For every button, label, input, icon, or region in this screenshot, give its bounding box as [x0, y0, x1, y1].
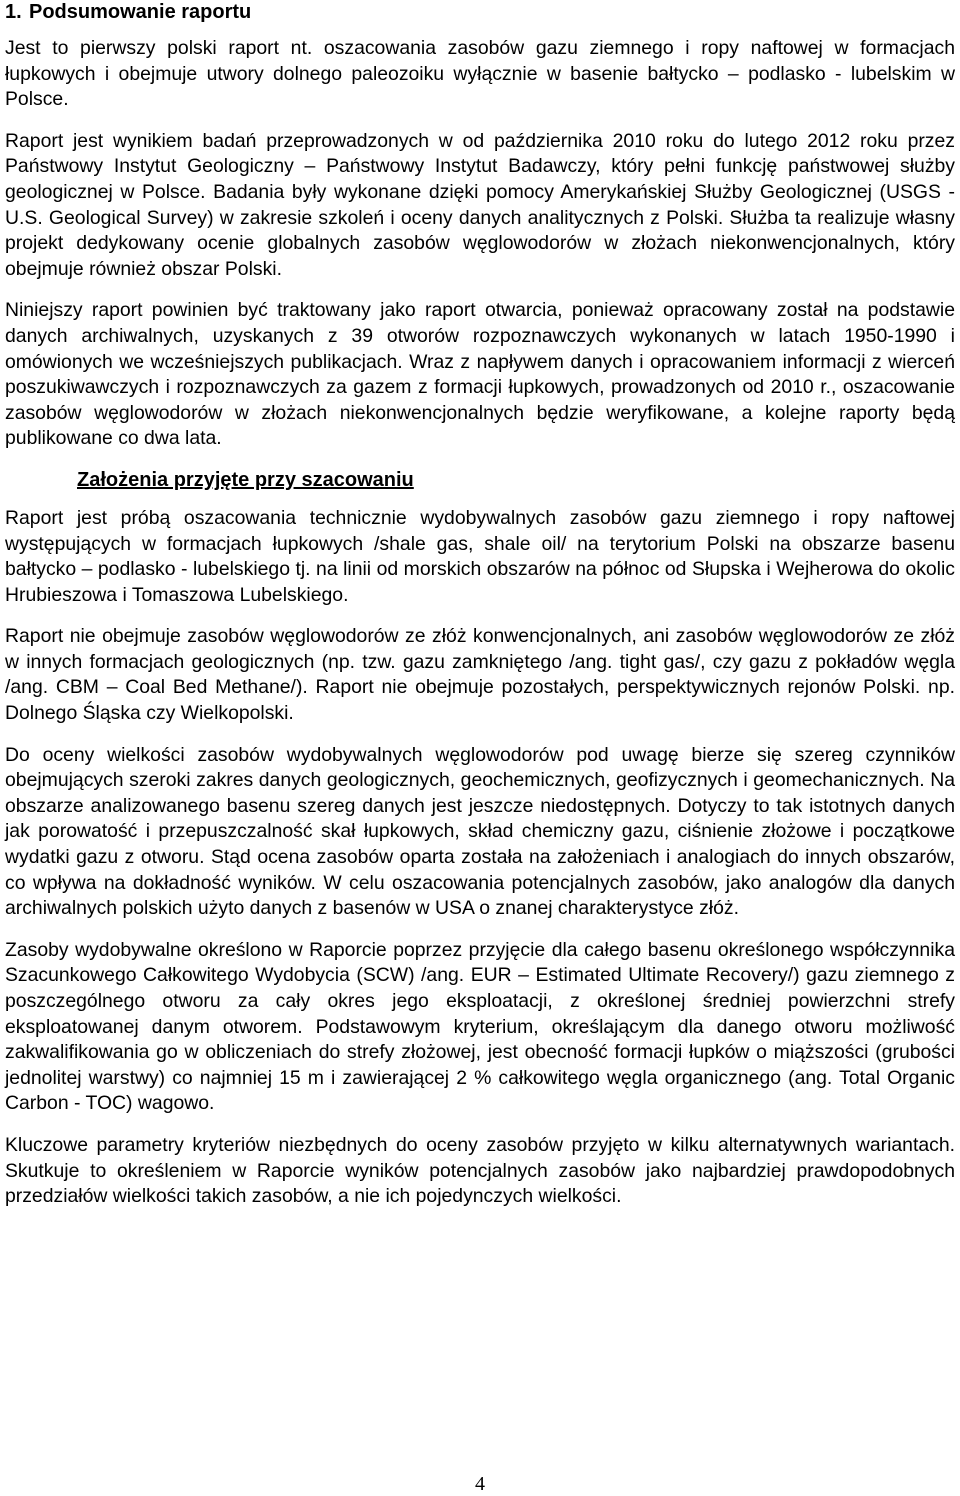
section-title: Podsumowanie raportu [29, 1, 252, 23]
paragraph-assumptions-2: Raport nie obejmuje zasobów węglowodorów ze złóż konwencjonalnych, ani zasobów węglowodorów ze złóż w innych formacjach geologicznych (np. tzw. gazu zamkniętego /ang. tight gas/, czy gazu z pokładów węgla /ang. CBM – Coal Bed Methane/). Raport nie obejmuje pozostałych, perspektywicznych rejonów Polski. np. Dolnego Śląska czy Wielkopolski. [5, 625, 955, 725]
subsection-title: Założenia przyjęte przy szacowaniu [77, 468, 414, 491]
page-number: 4 [475, 1473, 485, 1495]
paragraph-assumptions-1: Raport jest próbą oszacowania technicznie wydobywalnych zasobów gazu ziemnego i ropy naftowej występujących w formacjach łupkowych /shale gas, shale oil/ na terytorium Polski na obszarze basenu bałtycko – podlasko - lubelskiego tj. na linii od morskich obszarów na północ od Słupska i Wejherowa do okolic Hrubieszowa i Tomaszowa Lubelskiego. [5, 506, 955, 606]
section-number: 1. [5, 1, 22, 23]
document-page [5, 0, 955, 1226]
paragraph-intro-3: Niniejszy raport powinien być traktowany jako raport otwarcia, ponieważ opracowany został na podstawie danych archiwalnych, uzyskanych z 39 otworów rozpoznawczych wykonanych w latach 1950-1990 i omówionych we wcześniejszych publikacjach. Wraz z napływem danych i opracowaniem informacji z wierceń poszukiwawczych i rozpoznawczych za gazem z formacji łupkowych, prowadzonych od 2010 r., oszacowanie zasobów węglowodorów w złożach niekonwencjonalnych będzie weryfikowane, a kolejne raporty będą publikowane co dwa lata. [5, 299, 955, 450]
paragraph-intro-2: Raport jest wynikiem badań przeprowadzonych w od października 2010 roku do lutego 2012 roku przez Państwowy Instytut Geologiczny – Państwowy Instytut Badawczy, który pełni funkcję państwowej służby geologicznej w Polsce. Badania były wykonane dzięki pomocy Amerykańskiej Służby Geologicznej (USGS - U.S. Geological Survey) w zakresie szkoleń i oceny danych analitycznych z Polski. Służba ta realizuje własny projekt dedykowany ocenie globalnych zasobów węglowodorów w złożach niekonwencjonalnych, który obejmuje również obszar Polski. [5, 129, 955, 280]
paragraph-assumptions-3: Do oceny wielkości zasobów wydobywalnych węglowodorów pod uwagę bierze się szereg czynników obejmujących szeroki zakres danych geologicznych, geochemicznych, geofizycznych i geomechanicznych. Na obszarze analizowanego basenu szereg danych jest jeszcze niedostępnych. Dotyczy to tak istotnych danych jak porowatość i przepuszczalność skał łupkowych, skład chemiczny gazu, ciśnienie złożowe i początkowe wydatki gazu z otworu. Stąd ocena zasobów oparta została na założeniach i analogiach do innych obszarów, co wpływa na dokładność wyników. W celu oszacowania potencjalnych zasobów, jako analogów dla danych archiwalnych polskich użyto danych z basenów w USA o znanej charakterystyce złóż. [5, 743, 955, 920]
paragraph-intro-1: Jest to pierwszy polski raport nt. oszacowania zasobów gazu ziemnego i ropy naftowej w formacjach łupkowych i obejmuje utwory dolnego paleozoiku wyłącznie w basenie bałtycko – podlasko - lubelskim w Polsce. [5, 37, 955, 111]
section-heading [5, 0, 955, 24]
paragraph-assumptions-5: Kluczowe parametry kryteriów niezbędnych do oceny zasobów przyjęto w kilku alternatywnych wariantach. Skutkuje to określeniem w Raporcie wyników potencjalnych zasobów jako najbardziej prawdopodobnych przedziałów wielkości takich zasobów, a nie ich pojedynczych wielkości. [5, 1133, 955, 1208]
paragraph-assumptions-4: Zasoby wydobywalne określono w Raporcie poprzez przyjęcie dla całego basenu określonego współczynnika Szacunkowego Całkowitego Wydobycia (SCW) /ang. EUR – Estimated Ultimate Recovery/) gazu ziemnego z poszczególnego otworu za cały okres jego eksploatacji, z określonej średniej powierzchni strefy eksploatowanej danym otworem. Podstawowym kryterium, określającym dla danego otworu możliwość zakwalifikowania go w obliczeniach do strefy złożowej, jest obecność formacji łupków o miąższości (grubości jednolitej warstwy) co najmniej 15 m i zawierającej 2 % całkowitego węgla organicznego (ang. Total Organic Carbon - TOC) wagowo. [5, 938, 955, 1115]
